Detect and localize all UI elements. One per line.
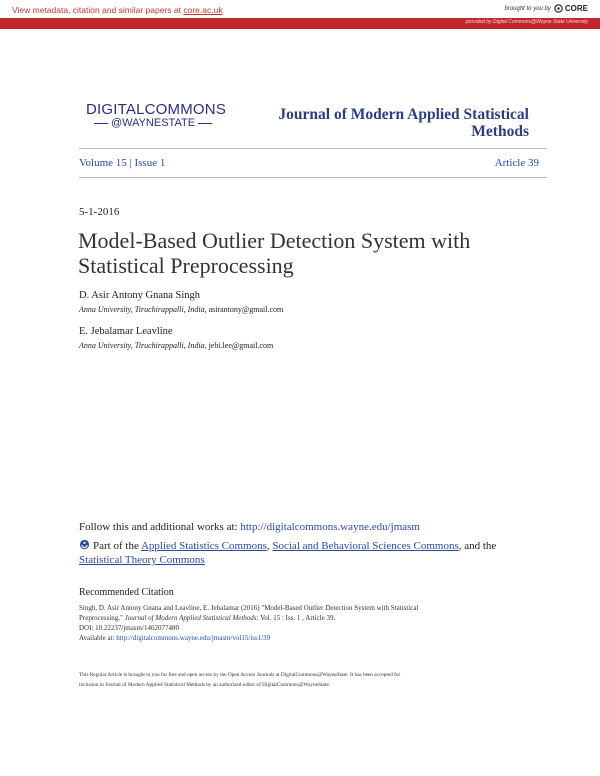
- provided-by-text: provided by Digital Commons@Wayne State University: [465, 19, 588, 25]
- core-provided-strip: [0, 18, 600, 29]
- article-number: Article 39: [494, 157, 539, 169]
- author-email-1: , asirantony@gmail.com: [204, 305, 284, 314]
- dc-logo-dash-right: [198, 123, 212, 124]
- issue-link[interactable]: Issue 1: [134, 157, 166, 169]
- digital-commons-logo[interactable]: [86, 101, 227, 129]
- part-of-comma: ,: [266, 540, 273, 552]
- author-email-2: , jebi.lee@gmail.com: [204, 341, 274, 350]
- publication-date: 5-1-2016: [79, 206, 120, 218]
- footer-note: [79, 670, 524, 690]
- statistical-theory-commons-link[interactable]: Statistical Theory Commons: [79, 554, 205, 566]
- citation-journal: Journal of Modern Applied Statistical Methods: [124, 614, 257, 622]
- citation-line-2: [79, 613, 479, 623]
- core-metadata-text: View metadata, citation and similar papers at: [12, 5, 184, 15]
- core-brought-by[interactable]: [505, 4, 589, 13]
- core-banner: [0, 0, 600, 30]
- footer-line-1: This Regular Article is brought to you for free and open access by the Open Access Journals at DigitalCommons@WayneState. It has been accepted for: [79, 672, 401, 678]
- part-of-commons: [79, 539, 539, 567]
- available-at-label: Available at:: [79, 634, 117, 642]
- core-logo: [554, 4, 588, 13]
- footer-line-2: inclusion in Journal of Modern Applied Statistical Methods by an authorized editor of DigitalCommons@WayneState.: [79, 682, 331, 688]
- paper-title: Model-Based Outlier Detection System with Statistical Preprocessing: [78, 228, 471, 278]
- author-name-2: E. Jebalamar Leavline: [79, 326, 173, 337]
- divider-bottom: [79, 177, 547, 178]
- journal-title[interactable]: Journal of Modern Applied Statistical Methods: [278, 106, 529, 140]
- follow-works-line: [79, 521, 420, 533]
- follow-text: Follow this and additional works at:: [79, 521, 241, 533]
- core-metadata-link[interactable]: [12, 5, 223, 15]
- affiliation-text-1: Anna University, Tiruchirappalli, India: [79, 305, 205, 314]
- core-logo-text: CORE: [564, 4, 588, 13]
- citation-available-at: [79, 633, 479, 643]
- recommended-citation-heading: Recommended Citation: [79, 587, 174, 598]
- author-name-1: D. Asir Antony Gnana Singh: [79, 290, 201, 301]
- citation-line-2-post: : Vol. 15 : Iss. 1 , Article 39.: [256, 614, 336, 622]
- open-access-icon: [79, 539, 90, 550]
- part-of-and: , and the: [458, 540, 497, 552]
- citation-doi: DOI: 10.22237/jmasm/1462077480: [79, 624, 179, 632]
- citation-line-1: Singh, D. Asir Antony Gnana and Leavline, E. Jebalamar (2016) "Model-Based Outlier Detection System with Statistical: [79, 604, 419, 612]
- social-behavioral-sciences-commons-link[interactable]: Social and Behavioral Sciences Commons: [272, 540, 459, 552]
- dc-logo-bottom: @WAYNESTATE: [110, 117, 196, 129]
- divider-top: [79, 148, 547, 149]
- follow-link[interactable]: http://digitalcommons.wayne.edu/jmasm: [240, 521, 420, 533]
- volume-link[interactable]: Volume 15: [79, 157, 127, 169]
- dc-logo-dash-left: [94, 123, 108, 124]
- volume-issue-separator: |: [129, 157, 132, 169]
- article-url-link[interactable]: http://digitalcommons.wayne.edu/jmasm/vol15/iss1/39: [116, 634, 271, 642]
- recommended-citation-body: [79, 603, 479, 643]
- affiliation-text-2: Anna University, Tiruchirappalli, India: [79, 341, 205, 350]
- dc-logo-bottom-row: [86, 117, 220, 129]
- core-ac-uk-link[interactable]: core.ac.uk: [183, 5, 223, 15]
- volume-issue-line: [79, 157, 539, 169]
- core-logo-icon: [554, 4, 563, 13]
- applied-statistics-commons-link[interactable]: Applied Statistics Commons: [140, 540, 267, 552]
- author-affiliation-1: [79, 305, 283, 314]
- dc-logo-top: DIGITALCOMMONS: [86, 101, 227, 118]
- author-affiliation-2: [79, 341, 273, 350]
- brought-to-you-text: brought to you by: [504, 5, 551, 12]
- citation-line-2-pre: Preprocessing,": [79, 614, 125, 622]
- part-of-prefix: Part of the: [93, 540, 141, 552]
